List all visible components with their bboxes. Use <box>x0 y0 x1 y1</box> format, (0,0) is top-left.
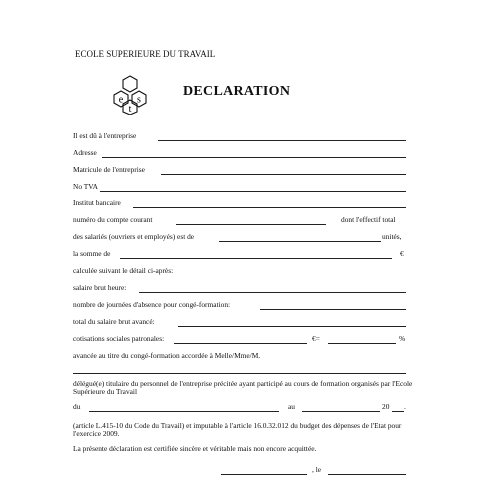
du-label: du <box>73 402 81 411</box>
school-name: ECOLE SUPERIEURE DU TRAVAIL <box>75 49 216 59</box>
adresse-field[interactable] <box>102 157 406 158</box>
date-field[interactable] <box>328 474 406 475</box>
year-prefix: 20 <box>382 402 390 411</box>
unites-label: unités, <box>382 232 402 241</box>
logo-letter-t: t <box>128 104 132 115</box>
matricule-label: Matricule de l'entreprise <box>73 165 145 174</box>
adresse-label: Adresse <box>73 148 97 157</box>
total-field[interactable] <box>178 326 406 327</box>
somme-label: la somme de <box>73 249 111 258</box>
cotisations-label: cotisations sociales patronales: <box>73 334 165 343</box>
document-title: DECLARATION <box>183 84 291 99</box>
effectif-label: dont l'effectif total <box>341 215 396 224</box>
du-field[interactable] <box>89 411 279 412</box>
total-label: total du salaire brut avancé: <box>73 317 155 326</box>
institut-label: Institut bancaire <box>73 198 121 207</box>
certifiee-statement: La présente déclaration est certifiée sincère et véritable mais non encore acquittée. <box>73 444 317 453</box>
percent-field[interactable] <box>328 343 396 344</box>
tva-field[interactable] <box>100 191 406 192</box>
salaire-label: salaire brut heure: <box>73 283 127 292</box>
logo-letter-e: e <box>118 94 124 106</box>
au-field[interactable] <box>302 411 380 412</box>
percent-symbol: % <box>399 334 406 343</box>
institut-field[interactable] <box>133 207 406 208</box>
matricule-field[interactable] <box>161 174 406 175</box>
somme-field[interactable] <box>120 258 392 259</box>
journees-label: nombre de journées d'absence pour congé-formation: <box>73 300 231 309</box>
entreprise-field[interactable] <box>158 140 406 141</box>
compte-field[interactable] <box>176 224 326 225</box>
lieu-field[interactable] <box>221 474 307 475</box>
year-field[interactable] <box>392 411 404 412</box>
euro-equals: €= <box>312 334 320 343</box>
article-paragraph: (article L.415-10 du Code du Travail) et imputable à l'article 16.0.32.012 du budget des dépenses de l'Etat pour l'exercice 2009. <box>73 421 402 438</box>
effectif-field[interactable] <box>219 241 381 242</box>
delegue-paragraph: délégué(e) titulaire du personnel de l'entreprise précitée ayant participé au cours de formation organisés par l'Ecole Supérieure du Travail <box>73 379 413 396</box>
journees-field[interactable] <box>260 309 406 310</box>
au-label: au <box>288 402 295 411</box>
compte-label: numéro du compte courant <box>73 215 153 224</box>
euro-symbol: € <box>400 249 404 258</box>
year-suffix: . <box>404 402 406 411</box>
cotisations-field[interactable] <box>174 343 307 344</box>
salaries-label: des salariés (ouvriers et employés) est de <box>73 232 195 241</box>
avancee-label: avancée au titre du congé-formation accordée à Melle/Mme/M. <box>73 351 261 360</box>
entreprise-label: Il est dû à l'entreprise <box>73 131 137 140</box>
logo-letter-s: s <box>137 94 141 106</box>
salaire-field[interactable] <box>139 292 406 293</box>
le-label: , le <box>312 465 322 474</box>
est-logo <box>108 75 152 115</box>
calculee-label: calculée suivant le détail ci-après: <box>73 266 174 275</box>
tva-label: No TVA <box>73 182 98 191</box>
name-field[interactable] <box>73 373 406 374</box>
